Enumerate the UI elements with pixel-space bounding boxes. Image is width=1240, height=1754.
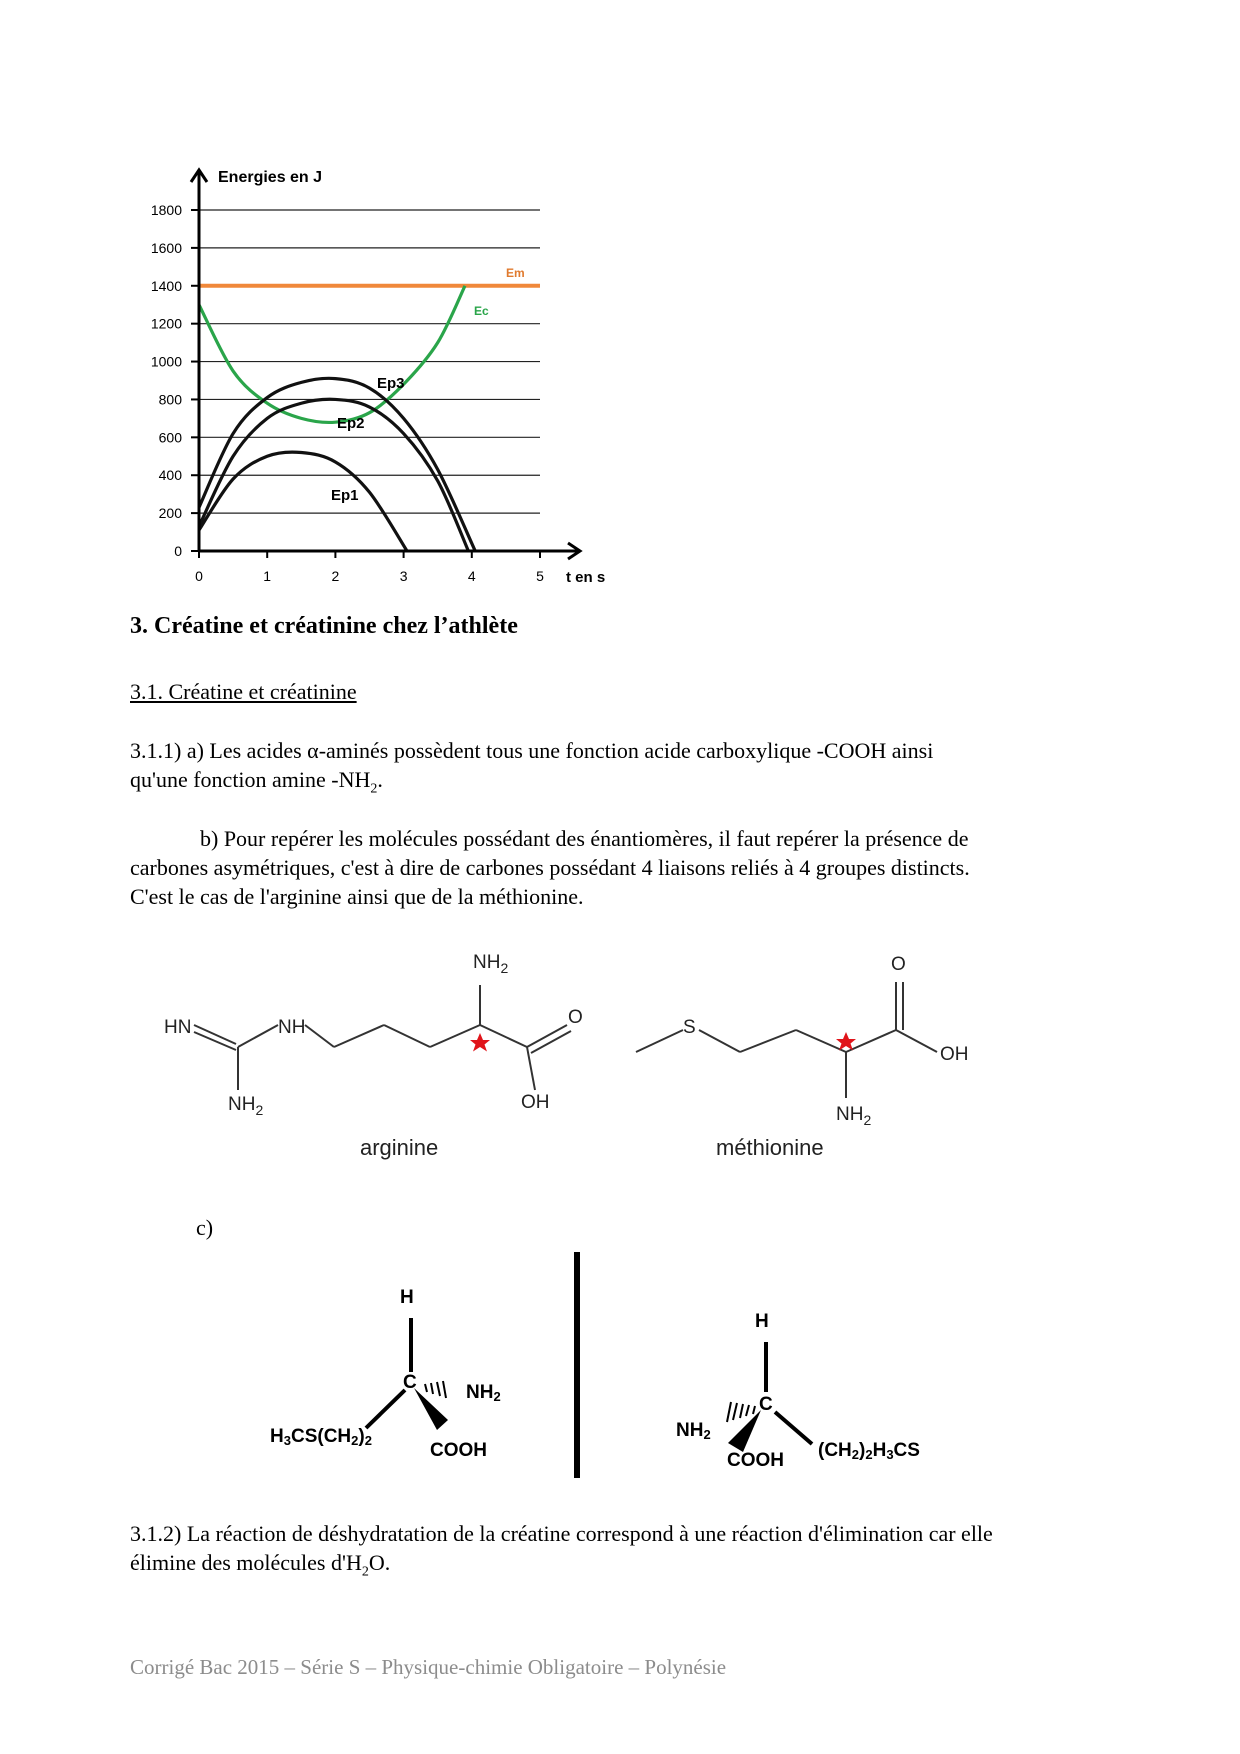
x-axis-label: t en s <box>566 569 606 586</box>
enantiomers-figure <box>250 1240 970 1490</box>
svg-text:H: H <box>400 1287 414 1308</box>
svg-text:C: C <box>403 1372 417 1393</box>
y-tick-label: 0 <box>174 543 182 559</box>
q311b-paragraph: b) Pour repérer les molécules possédant des énantiomères, il faut repérer la présence de carbones asymétriques, c'est à dire de carbones possédant 4 liaisons reliés à 4 groupes distincts. C'est le cas de l'arginine ainsi que de la méthionine. <box>130 826 970 909</box>
chart-series <box>199 286 540 551</box>
methionine-oh: OH <box>940 1044 969 1065</box>
methionine-nh2: $NH_2$ <box>836 1104 872 1128</box>
x-tick-label: 4 <box>467 568 476 584</box>
x-tick-label: 2 <box>331 568 340 584</box>
arginine-asymmetric-star <box>470 1033 490 1052</box>
arginine-name: arginine <box>360 1135 439 1160</box>
svg-text:H: H <box>755 1311 769 1332</box>
y-tick-label: 1000 <box>150 353 182 370</box>
left-cooh: COOH <box>430 1440 487 1461</box>
energy-chart <box>120 150 620 590</box>
section-title: 3. Créatine et créatinine chez l’athlète <box>130 613 518 639</box>
right-chain: (CH2)2H3CS <box>818 1440 920 1462</box>
x-tick-label: 0 <box>195 568 203 584</box>
arginine-hn: HN <box>164 1017 192 1038</box>
y-tick-label: 1600 <box>150 239 182 256</box>
series-line-ep1 <box>199 452 407 551</box>
arginine-nh: NH <box>278 1017 306 1038</box>
x-tick-label: 5 <box>536 568 544 584</box>
methionine-asymmetric-star <box>836 1032 856 1051</box>
arginine-oh: OH <box>521 1092 550 1113</box>
series-line-ec <box>199 286 465 423</box>
arginine-skeleton <box>194 985 571 1090</box>
series-label-em: Em <box>506 266 525 280</box>
molecules-figure <box>150 940 1010 1190</box>
y-tick-label: 400 <box>158 467 182 484</box>
y-tick-label: 1200 <box>150 315 182 332</box>
series-label-ep3: Ep3 <box>377 375 405 392</box>
y-axis-label: Energies en J <box>218 169 323 186</box>
left-chain: H3CS(CH2)2 <box>270 1426 372 1448</box>
methionine-skeleton <box>636 982 937 1098</box>
arginine-nh2-top: $NH_2$ <box>473 952 509 976</box>
right-cooh: COOH <box>727 1450 784 1471</box>
x-tick-label: 1 <box>263 568 272 584</box>
enantiomer-right <box>676 1311 920 1471</box>
right-nh2: NH2 <box>676 1420 711 1442</box>
svg-text:C: C <box>759 1394 773 1415</box>
y-tick-label: 600 <box>158 429 182 446</box>
y-tick-label: 800 <box>158 391 182 408</box>
methionine-name: méthionine <box>716 1135 824 1160</box>
q311a-paragraph: 3.1.1) a) Les acides α-aminés possèdent tous une fonction acide carboxylique -COOH ainsi qu'une fonction amine $-NH_2$. <box>130 738 934 797</box>
enantiomer-left <box>270 1287 501 1461</box>
methionine-o: O <box>891 954 906 975</box>
left-nh2: NH2 <box>466 1382 501 1404</box>
series-label-ec: Ec <box>474 304 489 318</box>
x-tick-label: 3 <box>399 568 408 584</box>
subsection-title: 3.1. Créatine et créatinine <box>130 679 357 704</box>
arginine-o: O <box>568 1007 583 1028</box>
y-tick-label: 1800 <box>150 202 182 218</box>
series-label-ep1: Ep1 <box>331 487 359 504</box>
chart-ticks <box>151 202 544 584</box>
arginine-nh2-bottom: $NH_2$ <box>228 1094 264 1118</box>
q311c-label: c) <box>196 1215 214 1240</box>
q312-paragraph: 3.1.2) La réaction de déshydratation de la créatine correspond à une réaction d'élimination car elle élimine des molécules $d'H_2O$. <box>130 1521 993 1580</box>
methionine-s: S <box>683 1017 696 1038</box>
page-footer: Corrigé Bac 2015 – Série S – Physique-chimie Obligatoire – Polynésie <box>130 1655 727 1679</box>
y-tick-label: 200 <box>158 505 182 522</box>
series-label-ep2: Ep2 <box>337 415 365 432</box>
y-tick-label: 1400 <box>150 277 182 294</box>
chart-grid <box>199 210 540 513</box>
